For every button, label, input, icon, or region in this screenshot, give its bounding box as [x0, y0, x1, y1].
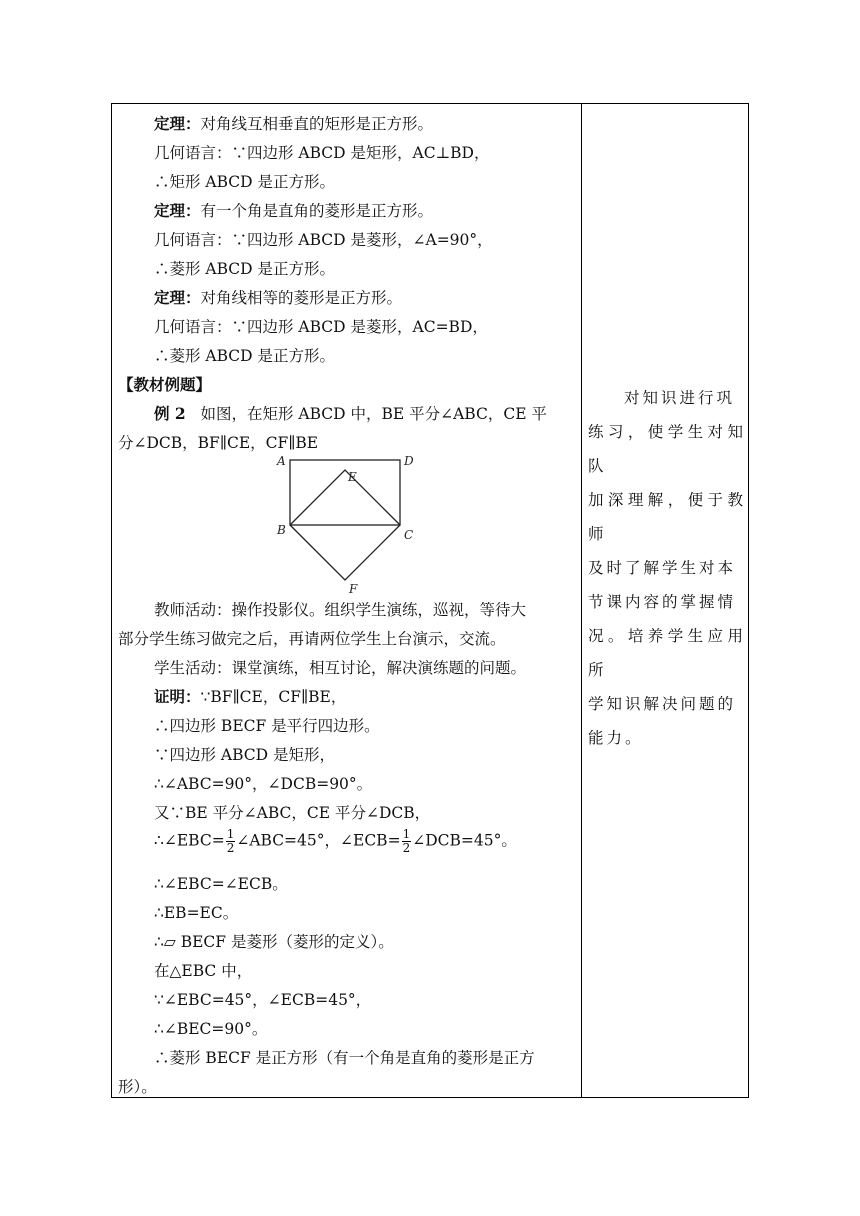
proof-line-13: ∴菱形 BECF 是正方形（有一个角是直角的菱形是正方 — [154, 1049, 535, 1067]
fraction-half-2: $\frac{1}{2}$ — [402, 827, 411, 855]
section-heading: 【教材例题】 — [118, 375, 212, 394]
notes-column — [582, 104, 749, 1097]
proof-line-6: ∴∠EBC= $\frac{1}{2}$ ∠ABC=45°，∠ECB= $\frac{1}{2}$ ∠DCB=45°。 — [154, 827, 517, 855]
theorem-3: 定理：对角线相等的菱形是正方形。 — [154, 288, 403, 307]
note-line-8: 能力。 — [588, 729, 644, 747]
geo-language-1: 几何语言：∵四边形 ABCD 是矩形，AC⊥BD， — [154, 144, 490, 162]
proof-line-3: ∵四边形 ABCD 是矩形， — [154, 746, 336, 764]
content-column — [112, 104, 581, 1097]
proof-line-5: 又∵BE 平分∠ABC，CE 平分∠DCB， — [154, 804, 431, 822]
note-line-3: 加深理解，便于教师 — [588, 491, 746, 543]
proof-line-12: ∴∠BEC=90°。 — [154, 1020, 268, 1038]
square-figure — [264, 448, 414, 598]
example-line-2: 分∠DCB，BF∥CE，CF∥BE — [118, 434, 319, 452]
note-line-5: 节课内容的掌握情 — [588, 593, 737, 611]
note-line-2: 练习，使学生对知队 — [588, 423, 746, 475]
teacher-activity-1: 教师活动：操作投影仪。组织学生演练，巡视，等待大 — [154, 601, 527, 619]
design-intent-note — [588, 381, 746, 755]
theorem-2: 定理：有一个角是直角的菱形是正方形。 — [154, 201, 434, 220]
proof-line-9: ∴▱ BECF 是菱形（菱形的定义）。 — [154, 933, 394, 951]
note-line-4: 及时了解学生对本 — [588, 559, 737, 577]
example-line-1: 例 2 如图，在矩形 ABCD 中，BE 平分∠ABC，CE 平 — [154, 404, 547, 423]
proof-line-8: ∴EB=EC。 — [154, 904, 239, 922]
label-f: F — [349, 582, 358, 596]
teacher-activity-2: 部分学生练习做完之后，再请两位学生上台演示，交流。 — [118, 630, 506, 648]
geo-language-2: 几何语言：∵四边形 ABCD 是菱形，∠A=90°， — [154, 231, 493, 249]
proof-line-1: 证明：∵BF∥CE，CF∥BE， — [154, 687, 347, 706]
geo-conclusion-2: ∴菱形 ABCD 是正方形。 — [154, 260, 336, 278]
geo-conclusion-1: ∴矩形 ABCD 是正方形。 — [154, 173, 336, 191]
proof-line-10: 在△EBC 中， — [154, 962, 253, 980]
proof-line-14: 形）。 — [118, 1078, 157, 1096]
proof-line-4: ∴∠ABC=90°，∠DCB=90°。 — [154, 775, 373, 793]
label-d: D — [404, 454, 414, 468]
note-line-7: 学知识解决问题的 — [588, 695, 737, 713]
geo-conclusion-3: ∴菱形 ABCD 是正方形。 — [154, 347, 336, 365]
label-a: A — [277, 454, 286, 468]
label-c: C — [404, 528, 414, 542]
proof-line-2: ∴四边形 BECF 是平行四边形。 — [154, 717, 380, 735]
lesson-table — [111, 103, 749, 1098]
label-b: B — [277, 523, 286, 537]
note-line-6: 况。培养学生应用所 — [588, 627, 746, 679]
label-e: E — [348, 470, 357, 484]
theorem-1: 定理：对角线互相垂直的矩形是正方形。 — [154, 114, 434, 133]
geo-language-3: 几何语言：∵四边形 ABCD 是菱形，AC=BD， — [154, 318, 488, 336]
student-activity: 学生活动：课堂演练，相互讨论，解决演练题的问题。 — [154, 659, 527, 677]
segment-be-ec — [290, 470, 400, 525]
proof-line-11: ∵∠EBC=45°，∠ECB=45°， — [154, 991, 372, 1009]
segment-bf-fc — [290, 525, 400, 580]
note-line-1: 对知识进行巩 — [624, 389, 736, 407]
proof-line-7: ∴∠EBC=∠ECB。 — [154, 875, 288, 893]
fraction-half-1: $\frac{1}{2}$ — [226, 827, 235, 855]
